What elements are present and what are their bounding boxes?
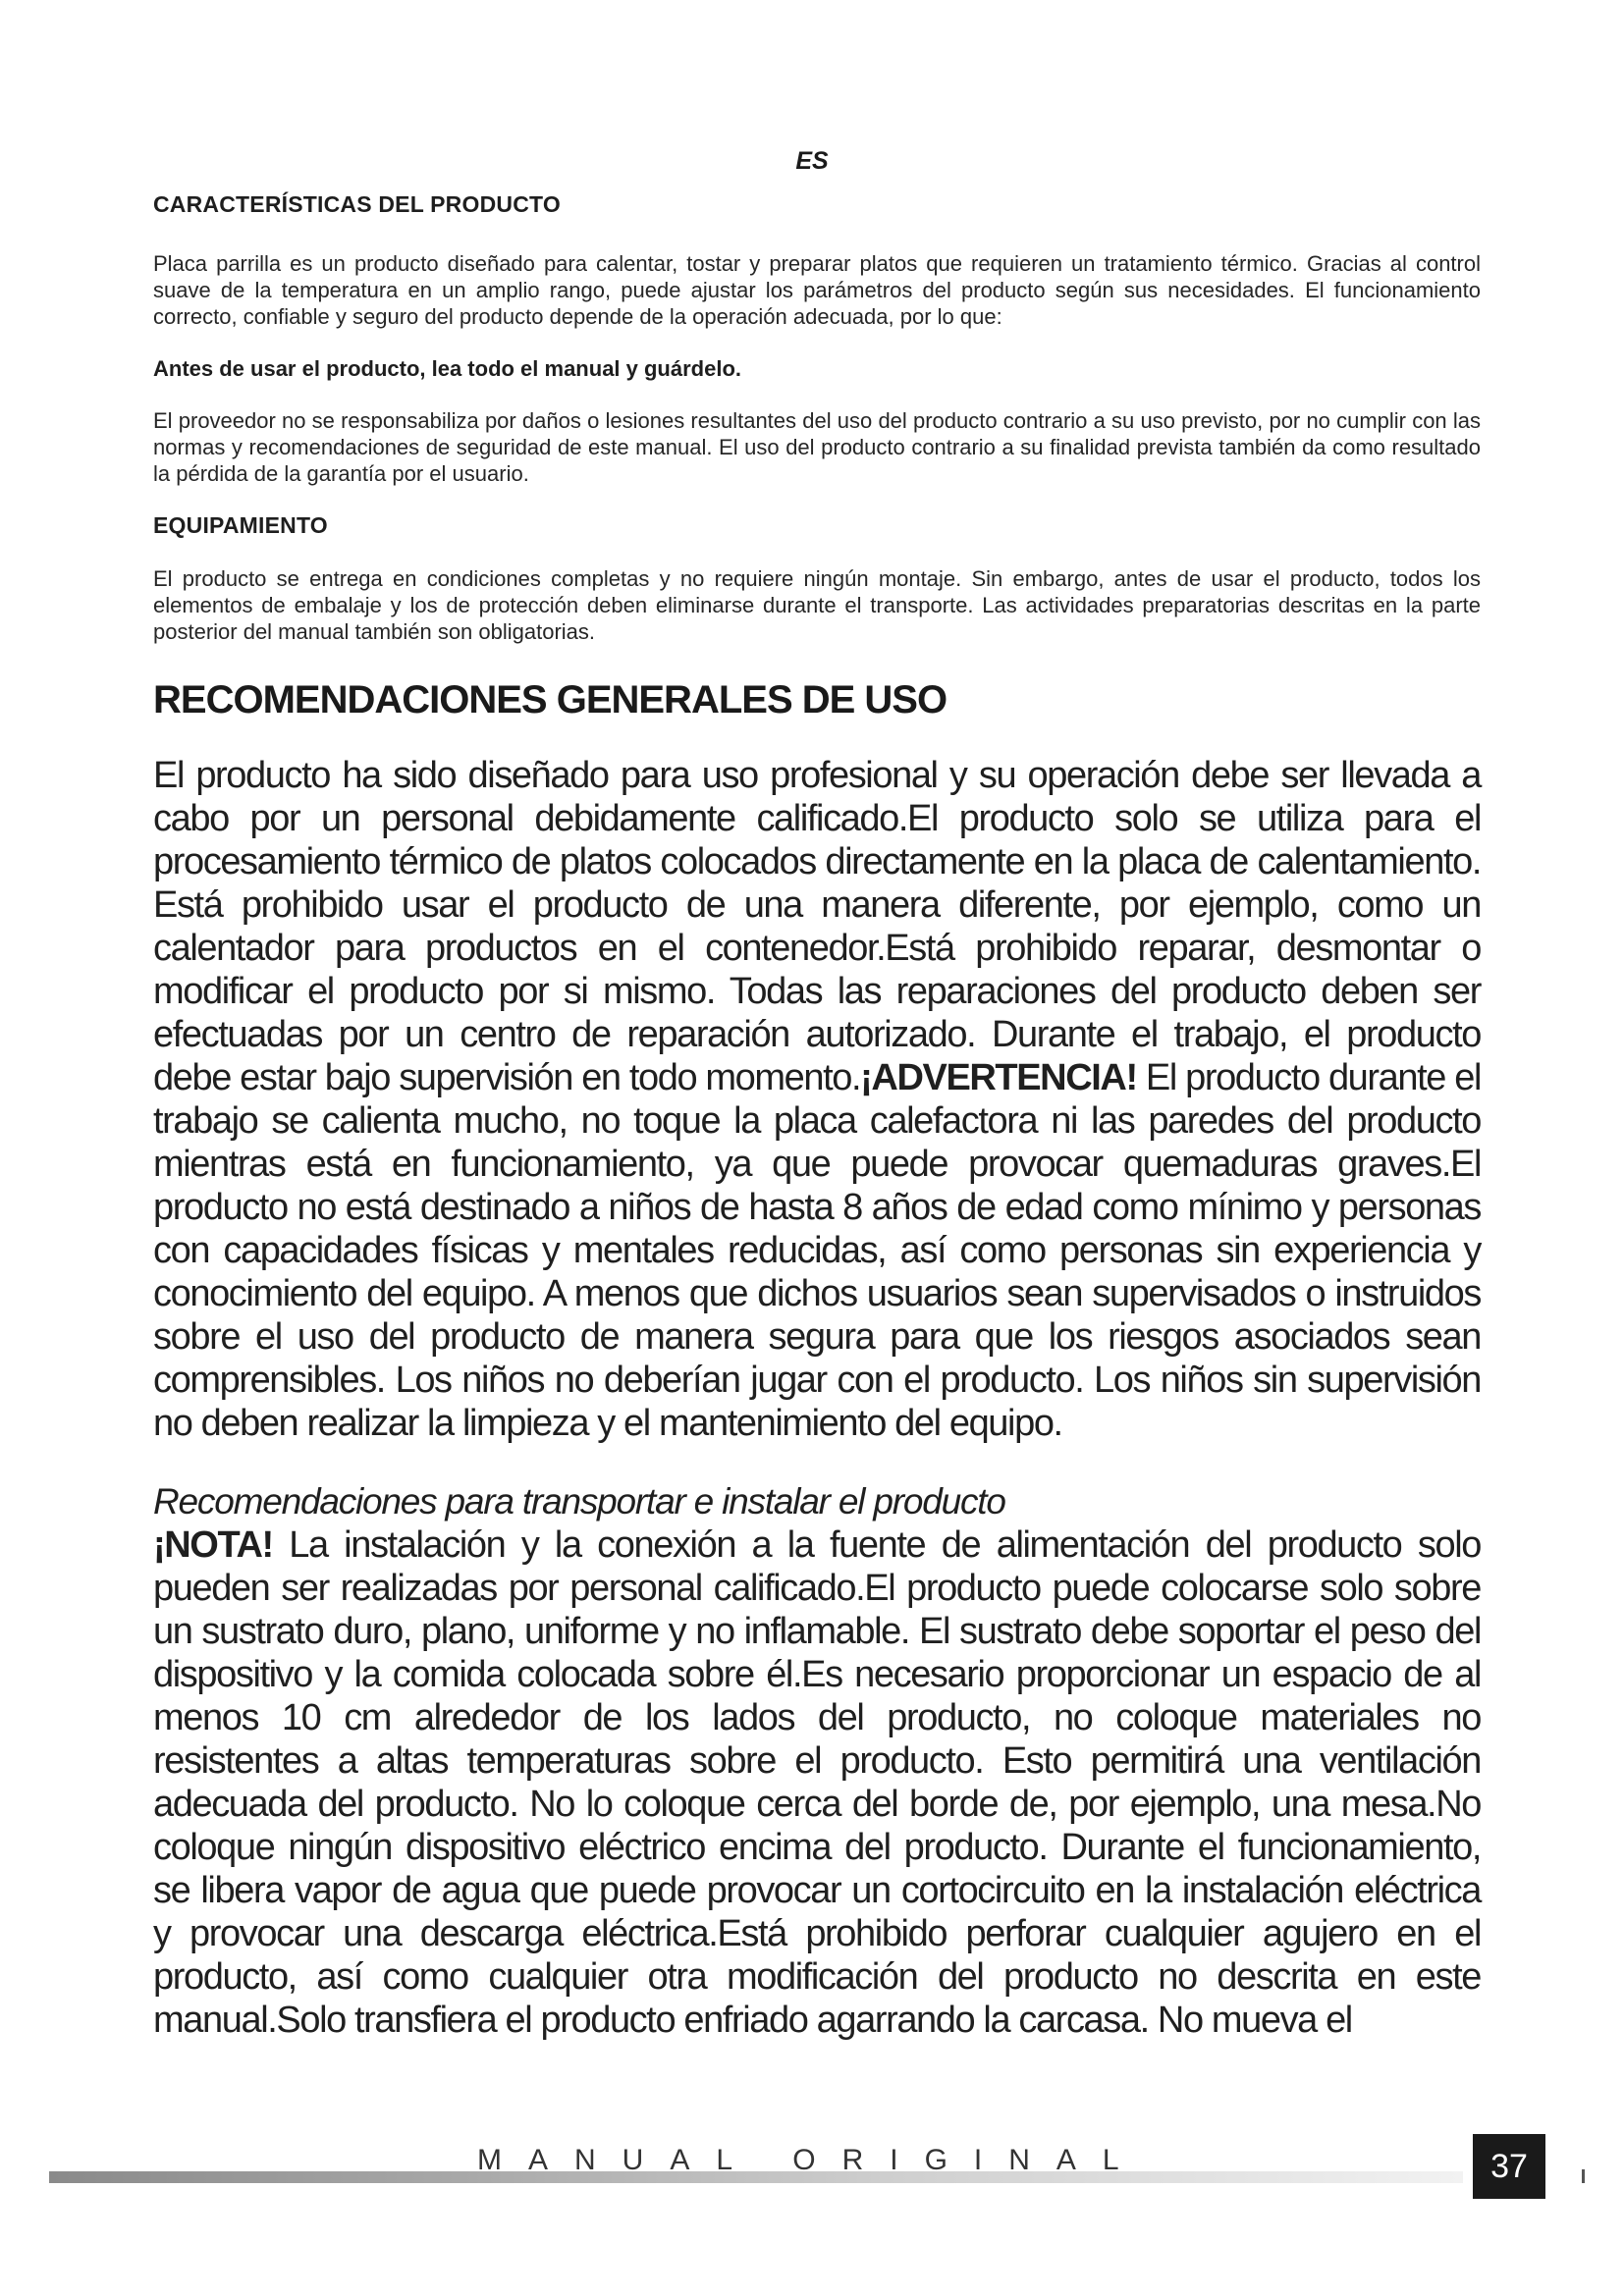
recomendaciones-text-before: El producto ha sido diseñado para uso profesional y su operación debe ser llevada a cabo por un personal debidamente calificado.El producto solo se utiliza para el procesamiento térmico de platos colocados directamente en la placa de calentamiento. Está prohibido usar el producto de una manera diferente, por ejemplo, como un calentador para productos en el contenedor.Está prohibido reparar, desmontar o modificar el producto por si mismo. Todas las reparaciones del producto deben ser efectuadas por un centro de reparación autorizado. Durante el trabajo, el producto debe estar bajo supervisión en todo momento. [153,755,1481,1098]
note-label: ¡NOTA! [153,1524,273,1566]
read-manual-note: Antes de usar el producto, lea todo el manual y guárdelo. [153,356,742,381]
page-content [153,191,1481,2042]
page-number: 37 [1473,2134,1545,2199]
footer-manual-label: MANUAL ORIGINAL [477,2144,1146,2176]
caracteristicas-paragraph: Placa parrilla es un producto diseñado para calentar, tostar y preparar platos que requieren un tratamiento térmico. Gracias al control suave de la temperatura en un amplio rango, puede ajustar los parámetros del producto según sus necesidades. El funcionamiento correcto, confiable y seguro del producto depende de la operación adecuada, por lo que: [153,251,1481,329]
transporte-text: La instalación y la conexión a la fuente de alimentación del producto solo pueden ser realizadas por personal calificado.El producto puede colocarse solo sobre un sustrato duro, plano, uniforme y no inflamable. El sustrato debe soportar el peso del dispositivo y la comida colocada sobre él.Es necesario proporcionar un espacio de al menos 10 cm alrededor de los lados del producto, no coloque materiales no resistentes a altas temperaturas sobre el producto. Esto permitirá una ventilación adecuada del producto. No lo coloque cerca del borde de, por ejemplo, una mesa.No coloque ningún dispositivo eléctrico encima del producto. Durante el funcionamiento, se libera vapor de agua que puede provocar un cortocircuito en la instalación eléctrica y provocar una descarga eléctrica.Está prohibido perforar cualquier agujero en el producto, así como cualquier otra modificación del producto no descrita en este manual.Solo transfiera el producto enfriado agarrando la carcasa. No mueva el [153,1524,1481,2041]
warning-label: ¡ADVERTENCIA! [860,1057,1137,1098]
section-title-caracteristicas: CARACTERÍSTICAS DEL PRODUCTO [153,191,561,217]
transporte-paragraph [153,1523,1481,2042]
page-footer [0,2130,1624,2209]
section-title-equipamiento: EQUIPAMIENTO [153,512,328,538]
footer-tick-mark [1582,2169,1585,2183]
transporte-subtitle: Recomendaciones para transportar e instalar el producto [153,1481,1005,1522]
recomendaciones-text-after: El producto durante el trabajo se calienta mucho, no toque la placa calefactora ni las paredes del producto mientras está en funcionamiento, ya que puede provocar quemaduras graves.El producto no está destinado a niños de hasta 8 años de edad como mínimo y personas con capacidades físicas y mentales reducidas, así como personas sin experiencia y conocimiento del equipo. A menos que dichos usuarios sean supervisados o instruidos sobre el uso del producto de manera segura para que los riesgos asociados sean comprensibles. Los niños no deberían jugar con el producto. Los niños sin supervisión no deben realizar la limpieza y el mantenimiento del equipo. [153,1057,1481,1444]
equipamiento-paragraph: El producto se entrega en condiciones completas y no requiere ningún montaje. Sin embargo, antes de usar el producto, todos los elementos de embalaje y los de protección deben eliminarse durante el transporte. Las actividades preparatorias descritas en la parte posterior del manual también son obligatorias. [153,566,1481,644]
language-code: ES [795,147,829,175]
recomendaciones-paragraph [153,754,1481,1445]
responsibility-paragraph: El proveedor no se responsabiliza por daños o lesiones resultantes del uso del producto contrario a su uso previsto, por no cumplir con las normas y recomendaciones de seguridad de este manual. El uso del producto contrario a su finalidad prevista también da como resultado la pérdida de la garantía por el usuario. [153,408,1481,486]
section-title-recomendaciones: RECOMENDACIONES GENERALES DE USO [153,678,947,721]
